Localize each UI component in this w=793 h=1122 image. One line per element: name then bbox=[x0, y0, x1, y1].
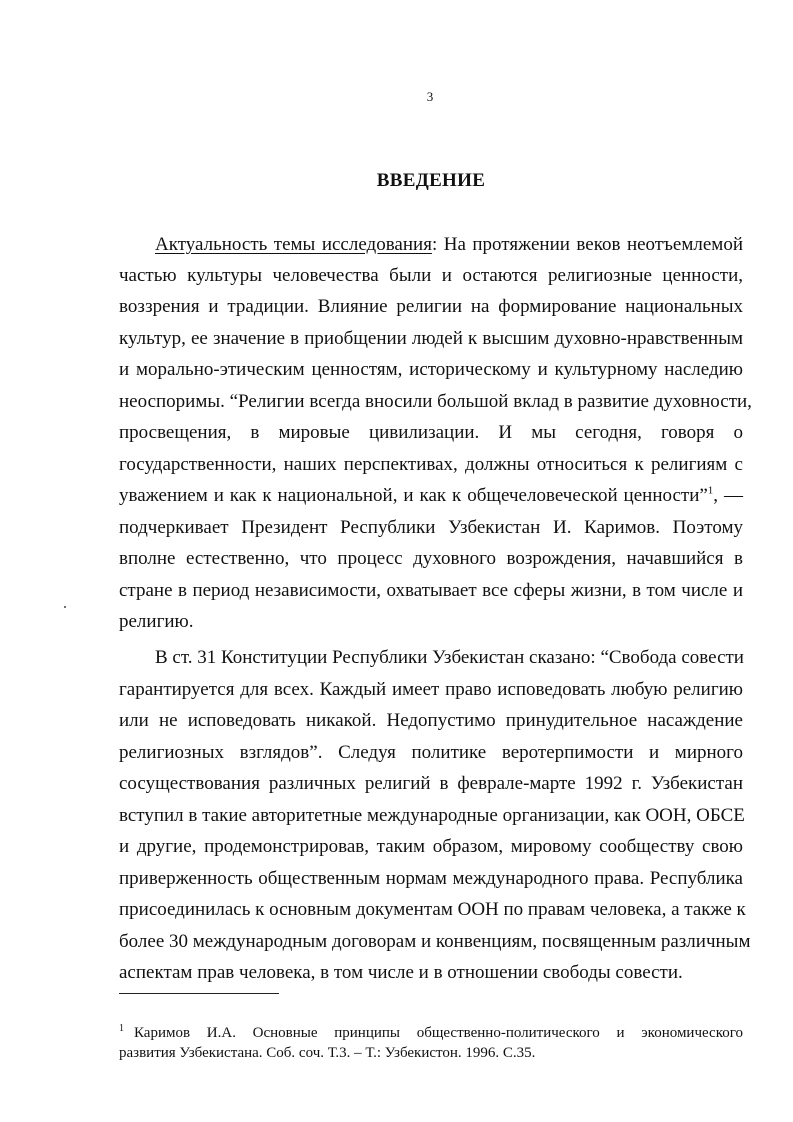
text-segment: уважением и как к национальной, и как к общечеловеческой ценности” bbox=[119, 485, 708, 506]
text-line: стране в период независимости, охватывает все сферы жизни, в том числе и bbox=[119, 580, 743, 601]
footnote-marker: 1 bbox=[119, 1023, 124, 1034]
footnote-divider bbox=[119, 993, 279, 994]
topic-relevance-label: Актуальность темы исследования bbox=[155, 234, 432, 255]
text-line: аспектам прав человека, в том числе и в отношении свободы совести. bbox=[119, 962, 683, 983]
text-line bbox=[119, 484, 743, 508]
text-line: сосуществования различных религий в феврале-марте 1992 г. Узбекистан bbox=[119, 773, 743, 794]
section-heading: ВВЕДЕНИЕ bbox=[376, 170, 486, 191]
text-line: неоспоримы. “Религии всегда вносили большой вклад в развитие духовности, bbox=[119, 391, 752, 412]
text-line: и другие, продемонстрировав, таким образом, мировому сообществу свою bbox=[119, 836, 743, 857]
text-line: культур, ее значение в приобщении людей к высшим духовно-нравственным bbox=[119, 328, 743, 349]
text-line: частью культуры человечества были и остаются религиозные ценности, bbox=[119, 265, 743, 286]
text-line: подчеркивает Президент Республики Узбекистан И. Каримов. Поэтому bbox=[119, 517, 743, 538]
footnote-line bbox=[119, 1023, 743, 1043]
text-segment: Каримов И.А. Основные принципы общественно-политического и экономического bbox=[134, 1025, 743, 1041]
text-line: приверженность общественным нормам международного права. Республика bbox=[119, 868, 743, 889]
text-segment: , — bbox=[713, 485, 743, 506]
page-number: 3 bbox=[426, 89, 434, 104]
text-line: и морально-этическим ценностям, историческому и культурному наследию bbox=[119, 359, 743, 380]
text-line: или не исповедовать никакой. Недопустимо принудительное насаждение bbox=[119, 710, 743, 731]
text-line: вступил в такие авторитетные международные организации, как ООН, ОБСЕ bbox=[119, 805, 745, 826]
text-line: воззрения и традиции. Влияние религии на формирование национальных bbox=[119, 296, 743, 317]
text-line: присоединилась к основным документам ООН по правам человека, а также к bbox=[119, 899, 746, 920]
text-line: государственности, наших перспективах, должны относиться к религиям с bbox=[119, 454, 743, 475]
text-line: религию. bbox=[119, 611, 194, 632]
footnote-line: развития Узбекистана. Соб. соч. Т.3. – Т.: Узбекистон. 1996. С.35. bbox=[119, 1045, 536, 1061]
text-segment: На протяжении веков неотъемлемой bbox=[437, 234, 743, 255]
text-line: более 30 международным договорам и конвенциям, посвященным различным bbox=[119, 931, 751, 952]
label-colon: : bbox=[431, 234, 438, 255]
text-line: вполне естественно, что процесс духовного возрождения, начавшийся в bbox=[119, 548, 743, 569]
footnote-reference: 1 bbox=[707, 484, 714, 497]
text-line: В ст. 31 Конституции Республики Узбекистан сказано: “Свобода совести bbox=[155, 647, 744, 668]
text-line: просвещения, в мировые цивилизации. И мы сегодня, говоря о bbox=[119, 422, 743, 443]
text-line bbox=[155, 233, 743, 257]
scan-speck bbox=[64, 606, 67, 609]
text-line: религиозных взглядов”. Следуя политике веротерпимости и мирного bbox=[119, 742, 743, 763]
text-line: гарантируется для всех. Каждый имеет право исповедовать любую религию bbox=[119, 679, 743, 700]
